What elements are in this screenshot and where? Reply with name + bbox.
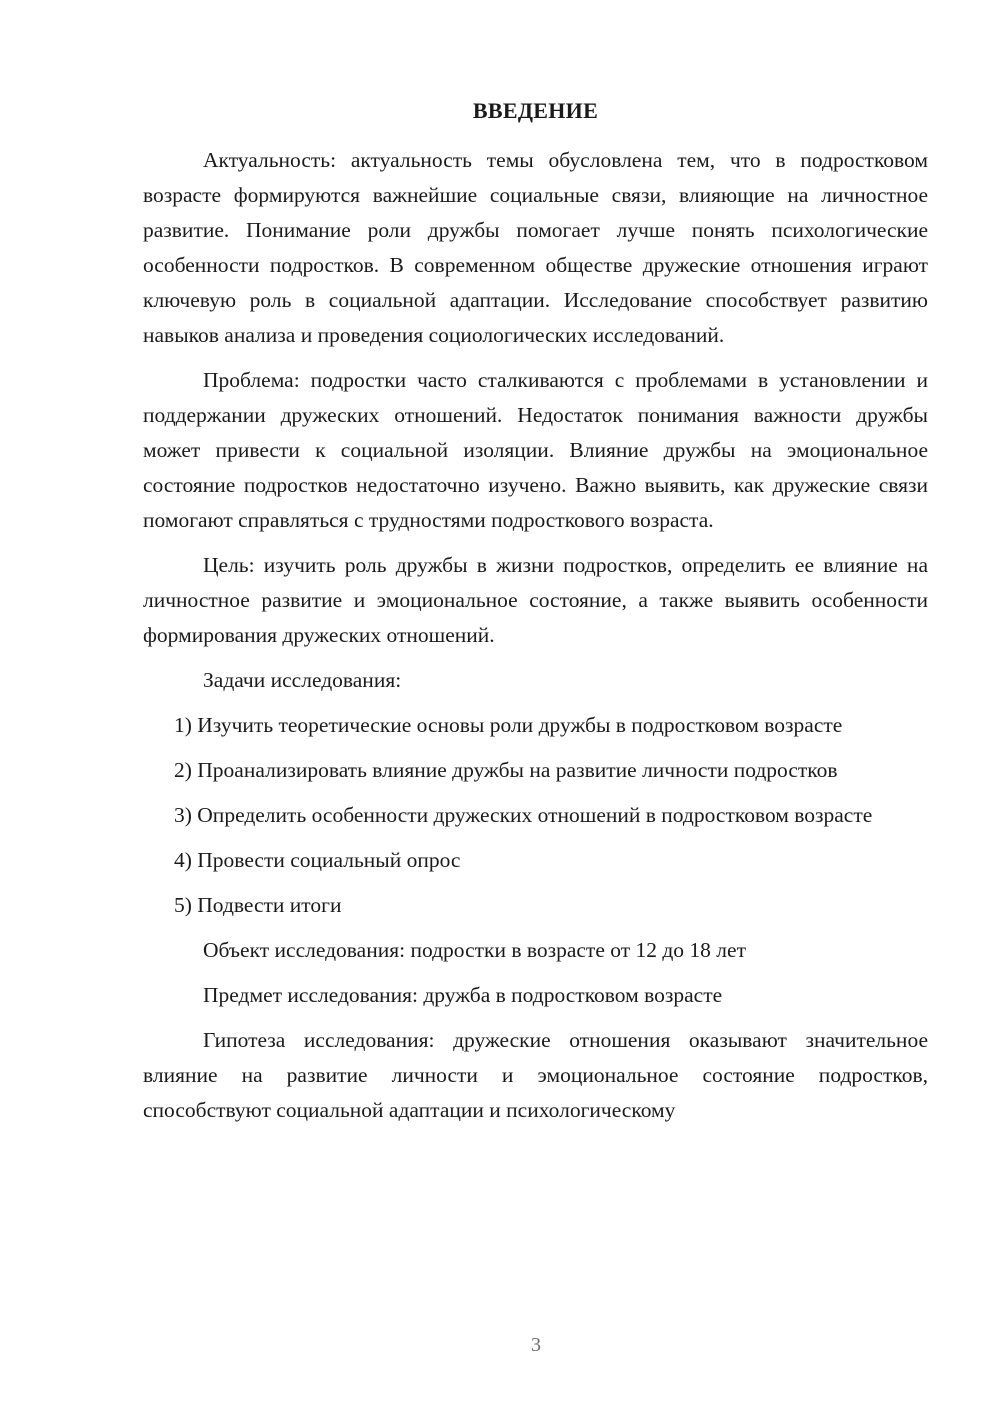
tasks-title: Задачи исследования: [203,668,402,692]
subject-paragraph: Предмет исследования: дружба в подростковом возрасте [203,983,723,1007]
task-item-1: 1) Изучить теоретические основы роли дружбы в подростковом возрасте [174,713,843,737]
task-item-5: 5) Подвести итоги [174,893,342,917]
object-paragraph: Объект исследования: подростки в возрасте от 12 до 18 лет [203,938,746,962]
page-number: 3 [531,1334,541,1356]
task-item-4: 4) Провести социальный опрос [174,848,461,872]
section-heading: ВВЕДЕНИЕ [472,98,599,123]
task-item-3: 3) Определить особенности дружеских отношений в подростковом возрасте [174,803,873,827]
goal-paragraph: Цель: изучить роль дружбы в жизни подростков, определить ее влияние на личностное развитие и эмоциональное состояние, а также выявить особенности формирования дружеских отношений. [143,553,928,647]
problem-paragraph: Проблема: подростки часто сталкиваются с проблемами в установлении и поддержании дружеских отношений. Недостаток понимания важности дружбы может привести к социальной изоляции. Влияние дружбы на эмоциональное состояние подростков недостаточно изучено. Важно выявить, как дружеские связи помогают справляться с трудностями подросткового возраста. [143,368,928,532]
document-body [143,143,928,1138]
task-item-2: 2) Проанализировать влияние дружбы на развитие личности подростков [174,758,838,782]
hypothesis-paragraph: Гипотеза исследования: дружеские отношения оказывают значительное влияние на развитие личности и эмоциональное состояние подростков, способствуют социальной адаптации и психологическому [143,1028,928,1122]
relevance-paragraph: Актуальность: актуальность темы обусловлена тем, что в подростковом возрасте формируются важнейшие социальные связи, влияющие на личностное развитие. Понимание роли дружбы помогает лучше понять психологические особенности подростков. В современном обществе дружеские отношения играют ключевую роль в социальной адаптации. Исследование способствует развитию навыков анализа и проведения социологических исследований. [143,148,928,347]
